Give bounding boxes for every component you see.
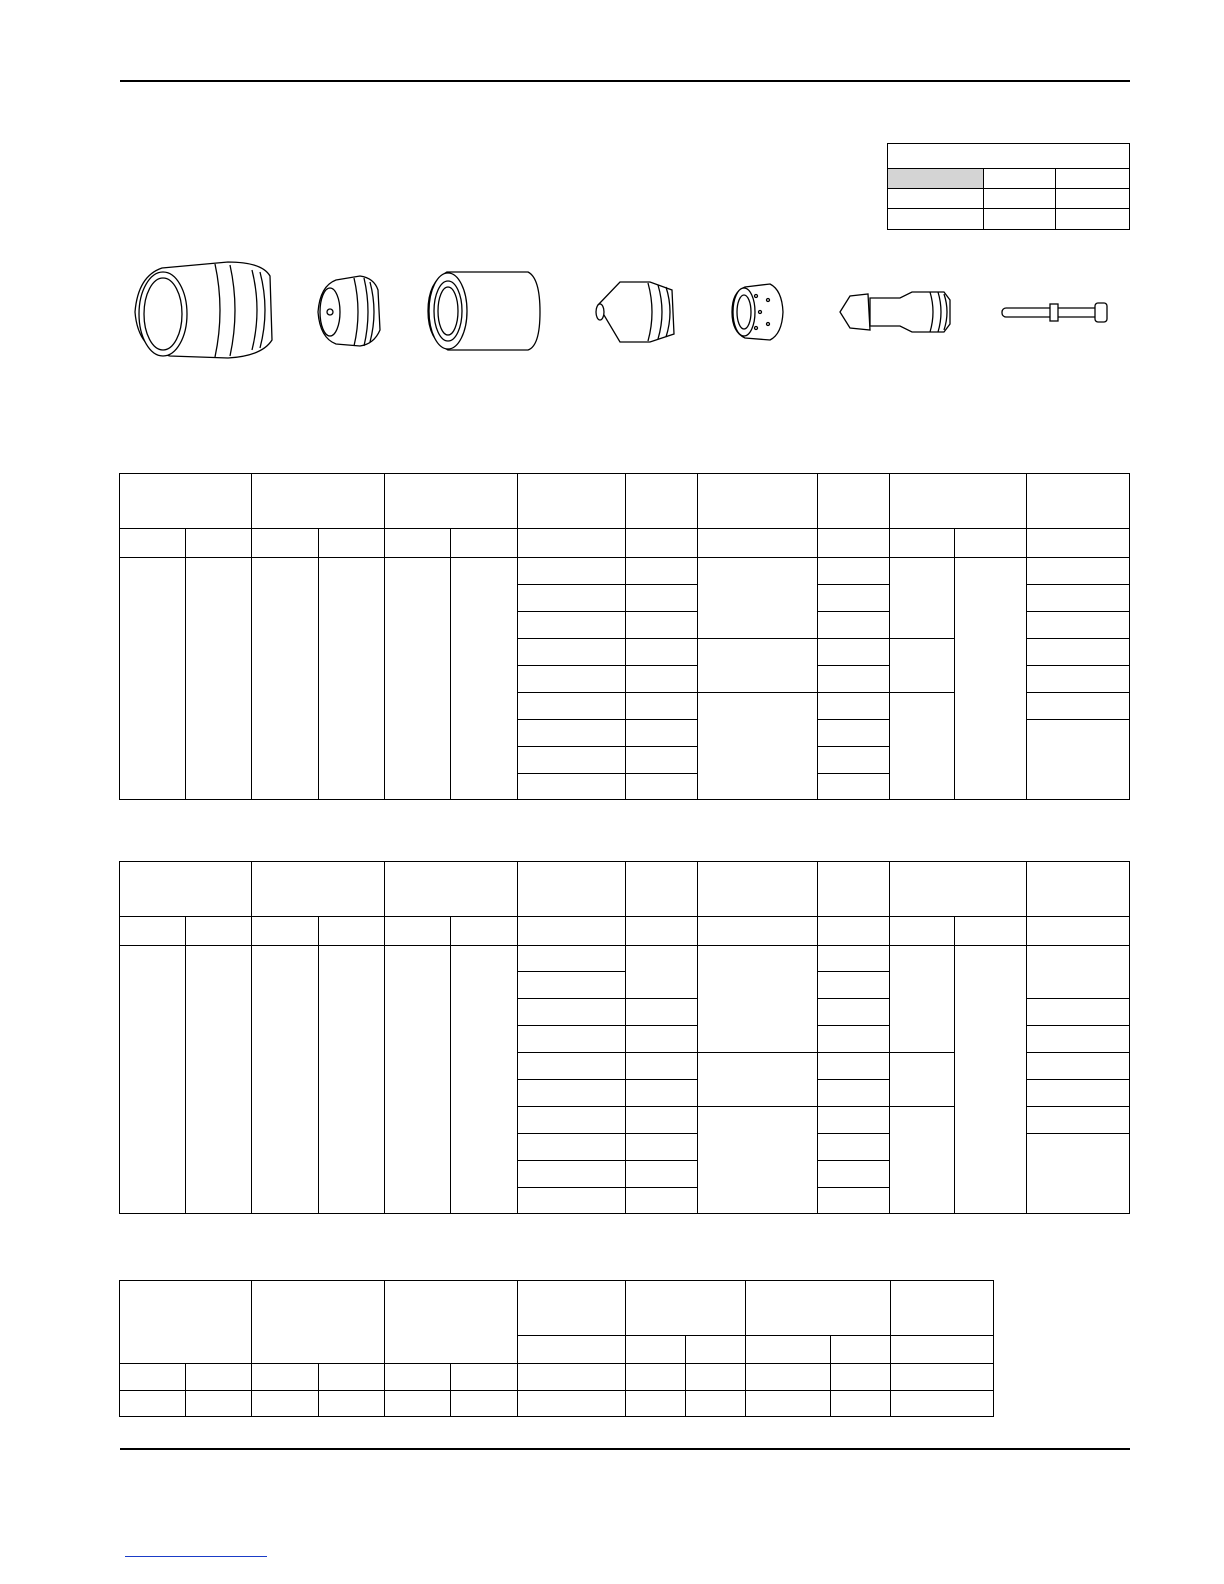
table1-subheader-cell (1027, 529, 1130, 558)
table1-cell (890, 693, 955, 800)
table2-cell (518, 1080, 626, 1107)
table1-cell (1027, 558, 1130, 585)
retaining-cap-icon (428, 272, 540, 350)
table1-header-cell (518, 474, 626, 529)
table2-cell (120, 946, 186, 1214)
table2-cell (1027, 999, 1130, 1026)
table2-cell (818, 1134, 890, 1161)
table3-subheader-cell (518, 1336, 626, 1364)
table2-cell (518, 999, 626, 1026)
table3-cell (319, 1391, 385, 1417)
table2-cell (626, 999, 698, 1026)
table2-cell (518, 1134, 626, 1161)
table3-header-cell (518, 1281, 626, 1336)
table1-subheader-cell (252, 529, 319, 558)
table1-subheader-cell (955, 529, 1027, 558)
table3-cell (686, 1364, 746, 1391)
table2-cell (518, 1161, 626, 1188)
table3-cell (686, 1391, 746, 1417)
table2-cell (252, 946, 319, 1214)
table2-cell (626, 1053, 698, 1080)
table1-cell (1027, 666, 1130, 693)
table3-cell (385, 1364, 451, 1391)
table1-cell (626, 639, 698, 666)
table3-cell (451, 1364, 518, 1391)
table2-cell (1027, 1080, 1130, 1107)
reference-table-cell (984, 209, 1056, 230)
table1-header-cell (890, 474, 1027, 529)
table2-header-cell (252, 862, 385, 917)
table1-header-cell (120, 474, 252, 529)
table2-subheader-cell (890, 917, 955, 946)
table2-header-cell (1027, 862, 1130, 917)
table1-cell (1027, 612, 1130, 639)
table1-cell (698, 639, 818, 693)
table1-cell (186, 558, 252, 800)
table3-cell (120, 1364, 186, 1391)
table2-cell (626, 1161, 698, 1188)
table1-cell (518, 720, 626, 747)
table2-cell (1027, 1107, 1130, 1134)
reference-table-cell (984, 189, 1056, 209)
table1-cell (818, 774, 890, 800)
table2-cell (186, 946, 252, 1214)
table2-subheader-cell (626, 917, 698, 946)
table2-cell (626, 1026, 698, 1053)
table3-cell (626, 1364, 686, 1391)
electrode-icon (840, 292, 950, 332)
table2-cell (518, 1107, 626, 1134)
table1-cell (626, 612, 698, 639)
table2-cell (1027, 1026, 1130, 1053)
table1-cell (818, 666, 890, 693)
table1-cell (626, 774, 698, 800)
table3-header-cell (626, 1281, 746, 1336)
table1-subheader-cell (451, 529, 518, 558)
table2-cell (626, 1080, 698, 1107)
reference-table (887, 143, 1130, 230)
table2-cell (818, 1107, 890, 1134)
table2-cell (890, 946, 955, 1053)
table2-subheader-cell (186, 917, 252, 946)
table1-subheader-cell (890, 529, 955, 558)
table1-cell (1027, 693, 1130, 720)
footer-rule (120, 1448, 1130, 1450)
table2-cell (818, 1161, 890, 1188)
table3-cell (746, 1391, 831, 1417)
table3-cell (891, 1364, 994, 1391)
table1-header-cell (252, 474, 385, 529)
nozzle-retaining-cap-icon (318, 276, 380, 346)
table3-cell (385, 1391, 451, 1417)
table1-cell (818, 639, 890, 666)
table2-subheader-cell (955, 917, 1027, 946)
table1-cell (818, 612, 890, 639)
table2-cell (818, 1053, 890, 1080)
reference-table-cell (984, 169, 1056, 189)
table1-cell (818, 558, 890, 585)
nozzle-icon (596, 282, 674, 342)
table2-header-cell (818, 862, 890, 917)
reference-table-cell (888, 209, 984, 230)
table2-header-cell (698, 862, 818, 917)
table2-cell (518, 972, 626, 999)
table2-cell (518, 1188, 626, 1214)
table1-cell (518, 747, 626, 774)
table3-cell (746, 1364, 831, 1391)
table3-header-cell (120, 1281, 252, 1364)
table1-cell (518, 693, 626, 720)
table2-cell (1027, 946, 1130, 999)
table1-cell (818, 720, 890, 747)
table1-header-cell (385, 474, 518, 529)
table2-cell (626, 1188, 698, 1214)
table3-cell (518, 1391, 626, 1417)
table2-cell (818, 1188, 890, 1214)
table1-cell (626, 747, 698, 774)
reference-table-cell (1056, 209, 1130, 230)
table3-cell (252, 1391, 319, 1417)
footer-link-underline[interactable] (125, 1556, 267, 1557)
table2-cell (1027, 1053, 1130, 1080)
table2-cell (818, 1080, 890, 1107)
table3-header-cell (891, 1281, 994, 1336)
table2-header-cell (626, 862, 698, 917)
table3-cell (451, 1391, 518, 1417)
table2-header-cell (518, 862, 626, 917)
table2-subheader-cell (385, 917, 451, 946)
table1-cell (626, 585, 698, 612)
table1-subheader-cell (626, 529, 698, 558)
shield-icon (135, 262, 272, 358)
table2-subheader-cell (698, 917, 818, 946)
table2-subheader-cell (518, 917, 626, 946)
table3-header-cell (252, 1281, 385, 1364)
table1-cell (120, 558, 186, 800)
consumables-illustration (0, 250, 1224, 380)
table3-cell (891, 1391, 994, 1417)
reference-table-cell (888, 189, 984, 209)
table1-cell (518, 639, 626, 666)
table1-subheader-cell (319, 529, 385, 558)
table1-subheader-cell (186, 529, 252, 558)
table3-cell (319, 1364, 385, 1391)
table2-cell (626, 1134, 698, 1161)
table1-cell (626, 720, 698, 747)
table2-cell (890, 1053, 955, 1107)
table2-header-cell (385, 862, 518, 917)
table1-cell (698, 693, 818, 800)
table2-cell (818, 1026, 890, 1053)
table2-cell (518, 1053, 626, 1080)
table1-cell (698, 558, 818, 639)
table1-cell (518, 774, 626, 800)
process-table-1 (119, 473, 1130, 800)
table2-header-cell (120, 862, 252, 917)
table3-cell (186, 1364, 252, 1391)
process-table-2 (119, 861, 1130, 1214)
table2-cell (626, 1107, 698, 1134)
table1-header-cell (818, 474, 890, 529)
table1-cell (818, 585, 890, 612)
table1-subheader-cell (818, 529, 890, 558)
header-rule (120, 80, 1130, 82)
table2-cell (518, 1026, 626, 1053)
table2-cell (1027, 1134, 1130, 1214)
table2-subheader-cell (1027, 917, 1130, 946)
table1-cell (626, 666, 698, 693)
table2-cell (818, 946, 890, 972)
table1-cell (252, 558, 319, 800)
table1-subheader-cell (698, 529, 818, 558)
table1-cell (1027, 720, 1130, 800)
table1-subheader-cell (385, 529, 451, 558)
table2-subheader-cell (319, 917, 385, 946)
table1-cell (518, 558, 626, 585)
table3-cell (120, 1391, 186, 1417)
table2-header-cell (890, 862, 1027, 917)
table2-cell (698, 1053, 818, 1107)
reference-table-cell (1056, 189, 1130, 209)
table2-subheader-cell (252, 917, 319, 946)
table3-subheader-cell (626, 1336, 686, 1364)
table2-cell (955, 946, 1027, 1214)
table1-subheader-cell (120, 529, 186, 558)
table2-subheader-cell (818, 917, 890, 946)
table1-cell (451, 558, 518, 800)
table2-cell (319, 946, 385, 1214)
reference-table-cell (1056, 169, 1130, 189)
table2-subheader-cell (451, 917, 518, 946)
reference-table-header (888, 144, 1130, 169)
table3-cell (831, 1364, 891, 1391)
table1-header-cell (626, 474, 698, 529)
table1-cell (1027, 639, 1130, 666)
table3-subheader-cell (746, 1336, 831, 1364)
table1-cell (518, 666, 626, 693)
table1-header-cell (698, 474, 818, 529)
table1-cell (890, 639, 955, 693)
table3-cell (252, 1364, 319, 1391)
table2-cell (818, 999, 890, 1026)
table3-cell (186, 1391, 252, 1417)
table3-subheader-cell (891, 1336, 994, 1364)
table1-cell (626, 693, 698, 720)
table2-subheader-cell (120, 917, 186, 946)
table1-cell (626, 558, 698, 585)
table2-cell (698, 1107, 818, 1214)
table3-cell (626, 1391, 686, 1417)
table1-header-cell (1027, 474, 1130, 529)
part-numbers-table (119, 1280, 994, 1417)
table2-cell (818, 972, 890, 999)
table3-subheader-cell (686, 1336, 746, 1364)
table2-cell (626, 946, 698, 999)
table2-cell (698, 946, 818, 1053)
table2-cell (890, 1107, 955, 1214)
table1-cell (319, 558, 385, 800)
table1-cell (518, 585, 626, 612)
table3-subheader-cell (831, 1336, 891, 1364)
table3-cell (831, 1391, 891, 1417)
table3-header-cell (746, 1281, 891, 1336)
table1-cell (955, 558, 1027, 800)
table2-cell (518, 946, 626, 972)
table2-cell (385, 946, 451, 1214)
swirl-ring-icon (732, 284, 783, 340)
table3-cell (518, 1364, 626, 1391)
table1-subheader-cell (518, 529, 626, 558)
table1-cell (818, 693, 890, 720)
water-tube-icon (1002, 303, 1107, 322)
table1-cell (385, 558, 451, 800)
reference-table-highlight-cell (888, 169, 984, 189)
table1-cell (518, 612, 626, 639)
table1-cell (890, 558, 955, 639)
table2-cell (451, 946, 518, 1214)
table3-header-cell (385, 1281, 518, 1364)
table1-cell (1027, 585, 1130, 612)
table1-cell (818, 747, 890, 774)
